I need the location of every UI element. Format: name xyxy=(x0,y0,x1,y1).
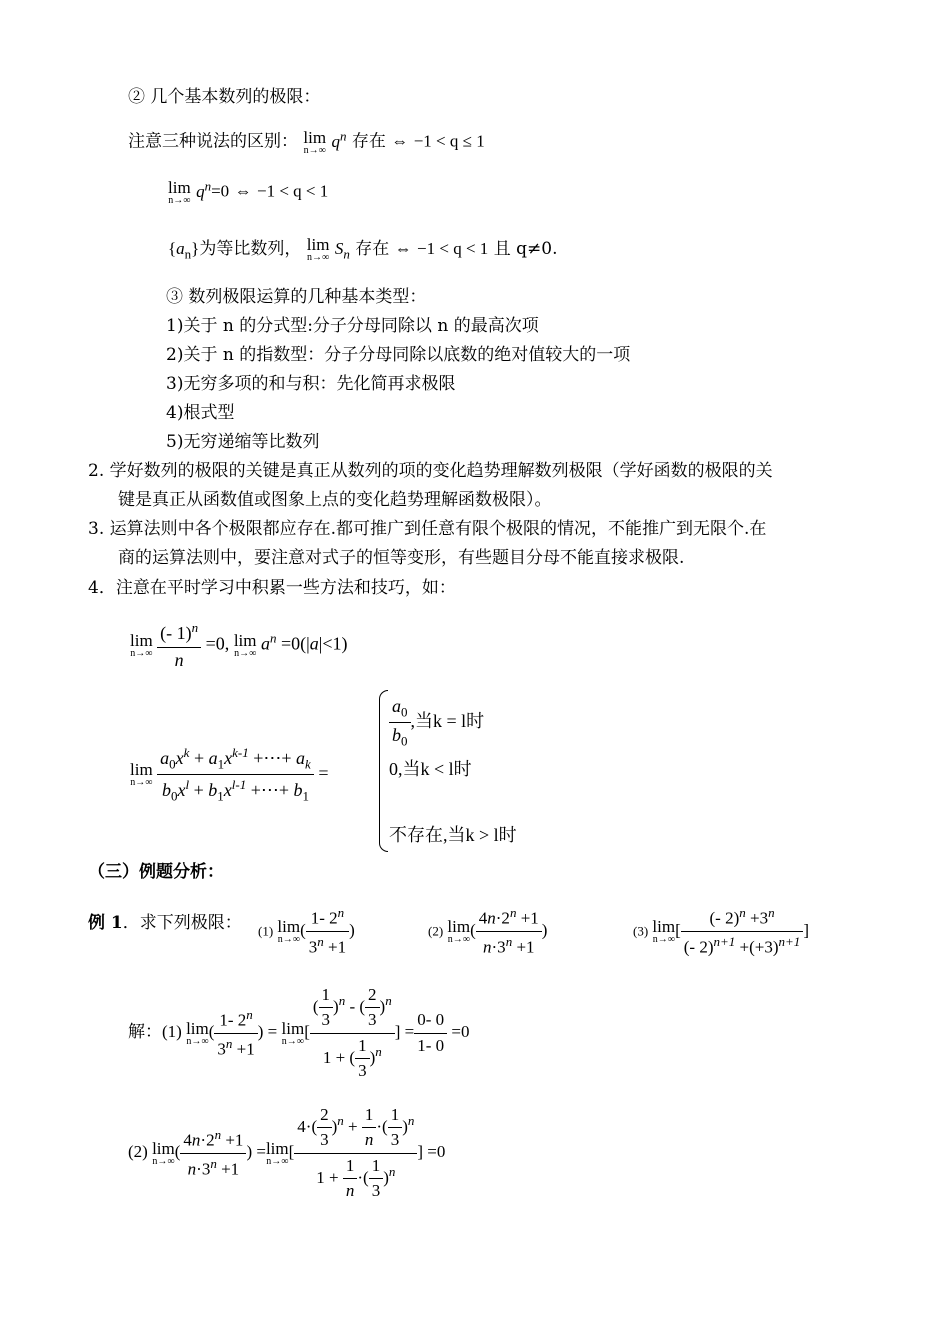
limit-operator: lim n→∞ xyxy=(168,177,191,206)
geometric-sum-line: $\{a_n\}$为等比数列， lim n→∞ $S_n$ 存在 ⇔ −1 < q < 1 且 q≠0. xyxy=(168,235,558,263)
type-item: 3)无穷多项的和与积：先化简再求极限 xyxy=(166,374,456,394)
type-item: 5)无穷递缩等比数列 xyxy=(166,432,320,452)
example-label: 例 1 xyxy=(88,913,123,933)
and-q-text: 且 q≠0. xyxy=(493,239,558,259)
case-less: 0,当k < l时 xyxy=(389,759,472,779)
limit-zero-line: lim n→∞ $q^n=0$ ⇔ −1 < q < 1 xyxy=(168,177,329,206)
type-item: 1)关于 n 的分式型:分子分母同除以 n 的最高次项 xyxy=(166,316,539,336)
section-operation-types-title: ③ 数列极限运算的几种基本类型： xyxy=(166,287,427,307)
exists-text: 存在 xyxy=(351,131,386,152)
example-1-part-2: (2) lim n→∞ ( $\frac{4n\cdot 2^n +1}{n\cdot 3^n +1}$ ) xyxy=(428,905,548,957)
solution-2-label: (2) xyxy=(128,1142,148,1162)
solution-1: 解：(1) lim n→∞ ( $\frac{1- 2^n}{3^n +1}$ ) = lim n→∞ [ ( $\frac{1}{3}$ )$^n$ - ( $\frac{2}{3}$ )$^n$ 1 + ( $\frac{1}{3}$ )$^n$ ] = $\frac{0- 0}{1- 0}$ =0 xyxy=(128,985,470,1081)
case-equal: $\frac{a_0}{b_0}$ ,当k = l时 xyxy=(389,696,484,749)
iff-symbol: ⇔ xyxy=(391,131,409,151)
solution-2: (2) lim n→∞ ( $\frac{4n\cdot 2^n +1}{n\cdot 3^n +1}$ ) = lim n→∞ [ 4·( $\frac{2}{3}$ )$^n$ + $\frac{1}{n}$ ·( $\frac{1}{3}$ )$^n$ 1 + $\frac{1}{n}$ ·( $\frac{1}{3}$ )$^n$ ] =0 xyxy=(128,1105,446,1201)
section-basic-limits-title: ② 几个基本数列的极限： xyxy=(128,87,321,107)
solution-label: 解：(1) xyxy=(128,1022,182,1042)
example-text: ．求下列极限： xyxy=(122,913,242,933)
formula-basic-limits: lim n→∞ $\frac{(- 1)^n}{n}$ =0, lim n→∞ $a^n =0(|a|<1)$ xyxy=(130,620,348,670)
example-1-part-1: (1) lim n→∞ ( $\frac{1- 2^n}{3^n +1}$ ) xyxy=(258,905,355,957)
limit-operator: lim n→∞ xyxy=(130,760,153,789)
point-3-line-2: 商的运算法则中，要注意对式子的恒等变形，有些题目分母不能直接求极限. xyxy=(118,548,685,568)
point-2-line-1: 2. 学好数列的极限的关键是真正从数列的项的变化趋势理解数列极限（学好函数的极限的关 xyxy=(88,461,773,481)
condition-3: −1 < q < 1 xyxy=(417,239,489,258)
section-examples-title: （三）例题分析： xyxy=(88,862,224,882)
condition-1: −1 < q ≤ 1 xyxy=(413,131,485,151)
type-item: 4)根式型 xyxy=(166,403,235,423)
notice-prefix: 注意三种说法的区别： xyxy=(128,131,298,152)
example-1-part-3: (3) lim n→∞ [ $\frac{(- 2)^n +3^n}{(- 2)^{n+1} +(+3)^{n+1}}$ ] xyxy=(633,905,809,957)
type-item: 2)关于 n 的指数型：分子分母同除以底数的绝对值较大的一项 xyxy=(166,345,631,365)
point-2-line-2: 键是真正从函数值或图象上点的变化趋势理解函数极限）。 xyxy=(118,490,552,510)
limit-operator: lim n→∞ xyxy=(303,127,327,156)
iff-symbol: ⇔ xyxy=(234,181,252,201)
exists-text: 存在 xyxy=(355,239,390,259)
condition-2: −1 < q < 1 xyxy=(256,181,329,201)
equals-zero: =0 xyxy=(211,181,230,201)
geometric-sequence-text: 为等比数列， xyxy=(199,239,302,259)
limit-operator: lim n→∞ xyxy=(306,235,330,263)
iff-symbol: ⇔ xyxy=(394,239,412,258)
formula-polynomial-ratio: lim n→∞ $\frac{a_0x^k + a_1x^{k-1} +\cdots+ a_k}{b_0x^l + b_1x^{l-1} +\cdots+ b_1}$ = xyxy=(130,745,329,804)
example-1-line xyxy=(88,913,242,933)
point-4-text: 4．注意在平时学习中积累一些方法和技巧，如： xyxy=(88,578,456,598)
point-3-line-1: 3. 运算法则中各个极限都应存在.都可推广到任意有限个极限的情况，不能推广到无限个.在 xyxy=(88,519,767,539)
limit-operator: lim n→∞ xyxy=(233,631,257,660)
notice-line: 注意三种说法的区别： lim n→∞ $q^n$ 存在 ⇔ −1 < q ≤ 1 xyxy=(128,127,485,156)
limit-operator: lim n→∞ xyxy=(130,631,153,660)
cases-brace xyxy=(379,690,388,852)
case-greater: 不存在,当k > l时 xyxy=(389,825,517,845)
